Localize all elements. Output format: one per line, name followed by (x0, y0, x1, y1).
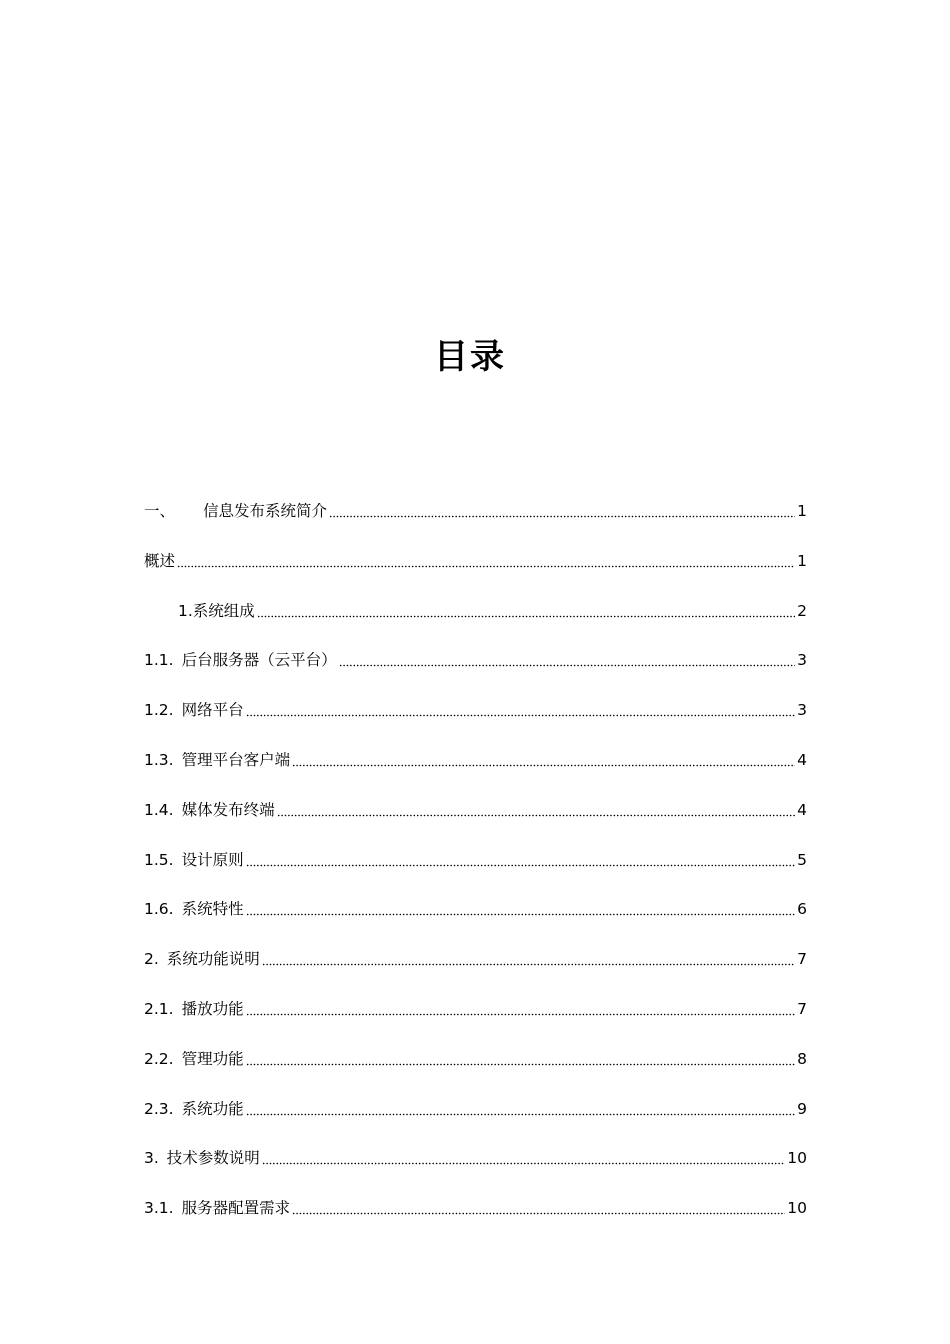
toc-entry-label: 系统功能 (181, 1099, 244, 1118)
toc-entry-page: 8 (797, 1049, 807, 1068)
toc-entry-2[interactable] (144, 946, 807, 996)
toc-entry-number: 2. (144, 950, 159, 969)
toc-entry-number: 1.6. (144, 900, 174, 919)
toc-leader-dots (246, 1046, 796, 1072)
toc-entry-page: 5 (797, 850, 807, 869)
toc-entry-1-1[interactable] (144, 647, 807, 697)
toc-entry-label: 技术参数说明 (166, 1149, 260, 1168)
toc-entry-label: 网络平台 (181, 701, 244, 720)
toc-entry-number: 2.3. (144, 1099, 174, 1118)
toc-entry-label: 系统功能说明 (166, 950, 260, 969)
toc-leader-dots (292, 747, 795, 773)
toc-entry-label: 信息发布系统简介 (203, 502, 328, 520)
toc-leader-dots (246, 1096, 796, 1122)
toc-entry-1-2[interactable] (144, 697, 807, 747)
toc-entry-page: 6 (797, 900, 807, 919)
toc-entry-3[interactable] (144, 1145, 807, 1195)
toc-entry-label: 概述 (144, 551, 176, 570)
toc-entry-number: 1.1. (144, 651, 174, 670)
toc-entry-page: 4 (797, 800, 807, 819)
toc-leader-dots (339, 647, 796, 673)
toc-entry-intro[interactable] (144, 498, 807, 548)
toc-entry-label: 系统特性 (181, 900, 244, 919)
toc-entry-number: 3. (144, 1149, 159, 1168)
toc-entry-label: 后台服务器（云平台） (181, 651, 337, 670)
toc-leader-dots (246, 697, 796, 723)
toc-leader-dots (246, 896, 796, 922)
toc-entry-number: 2.1. (144, 999, 174, 1018)
toc-leader-dots (292, 1195, 785, 1221)
toc-entry-page: 3 (797, 701, 807, 720)
toc-entry-1-4[interactable] (144, 797, 807, 847)
toc-entry-label: 媒体发布终端 (181, 800, 275, 819)
toc-entry-number: 3.1. (144, 1199, 174, 1218)
toc-entry-page: 7 (797, 950, 807, 969)
toc-entry-1-5[interactable] (144, 847, 807, 897)
toc-entry-page: 9 (797, 1099, 807, 1118)
toc-entry-3-1[interactable] (144, 1195, 807, 1245)
toc-entry-label: 播放功能 (181, 999, 244, 1018)
toc-title: 目录 (434, 337, 506, 377)
toc-entry-2-3[interactable] (144, 1096, 807, 1146)
toc-entry-page: 7 (797, 999, 807, 1018)
toc-entry-number: 一、 (144, 502, 176, 520)
toc-entry-label: 管理功能 (181, 1049, 244, 1068)
toc-leader-dots (329, 498, 795, 524)
toc-entry-page: 2 (797, 601, 807, 620)
toc-entry-label: 管理平台客户端 (181, 750, 291, 769)
table-of-contents (144, 498, 807, 1245)
toc-entry-overview[interactable] (144, 548, 807, 598)
toc-entry-2-1[interactable] (144, 996, 807, 1046)
toc-entry-number: 1.2. (144, 701, 174, 720)
toc-entry-number: 1.4. (144, 800, 174, 819)
toc-leader-dots (277, 797, 796, 823)
toc-entry-page: 3 (797, 651, 807, 670)
toc-entry-page: 4 (797, 750, 807, 769)
toc-entry-page: 10 (787, 1149, 807, 1168)
toc-entry-page: 10 (787, 1199, 807, 1218)
toc-entry-page: 1 (797, 502, 807, 520)
toc-entry-2-2[interactable] (144, 1046, 807, 1096)
toc-entry-1-3[interactable] (144, 747, 807, 797)
toc-leader-dots (246, 996, 796, 1022)
toc-entry-system-composition[interactable] (144, 598, 807, 648)
toc-entry-number: 2.2. (144, 1049, 174, 1068)
toc-leader-dots (262, 946, 795, 972)
toc-leader-dots (246, 847, 796, 873)
toc-entry-page: 1 (797, 551, 807, 570)
toc-entry-number: 1.3. (144, 750, 174, 769)
toc-entry-label: 1.系统组成 (178, 601, 255, 620)
toc-entry-1-6[interactable] (144, 896, 807, 946)
toc-entry-number: 1.5. (144, 850, 174, 869)
toc-leader-dots (257, 598, 795, 624)
toc-entry-label: 服务器配置需求 (181, 1199, 291, 1218)
toc-leader-dots (262, 1145, 785, 1171)
toc-entry-label: 设计原则 (181, 850, 244, 869)
toc-leader-dots (177, 548, 795, 574)
